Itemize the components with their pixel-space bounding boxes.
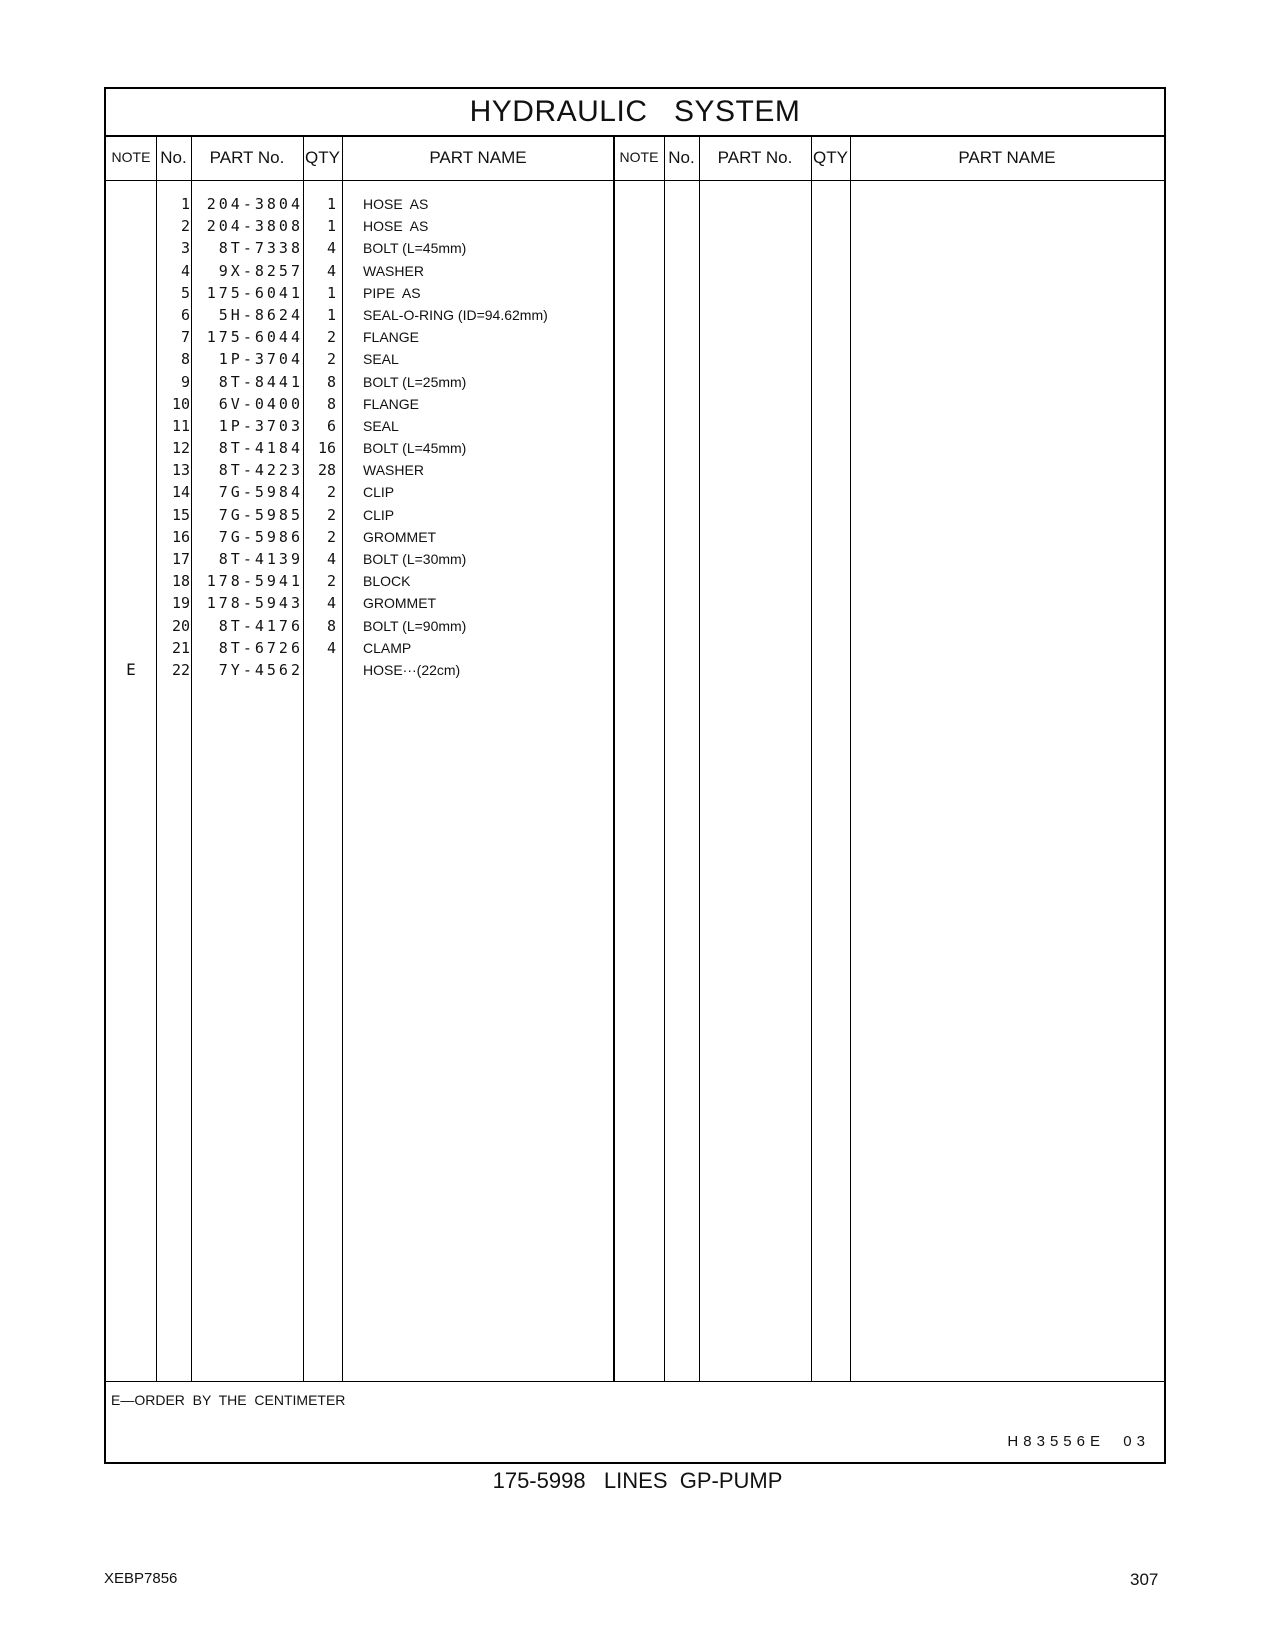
row-part-name: WASHER	[363, 262, 424, 279]
table-row	[106, 459, 1164, 481]
row-quantity: 8	[326, 616, 336, 635]
row-part-number: 5H-8624	[218, 305, 303, 324]
row-part-name: FLANGE	[363, 329, 420, 346]
row-quantity: 4	[326, 550, 336, 568]
header-note-right: NOTE	[619, 149, 659, 165]
row-part-number: 8T-7338	[218, 239, 303, 258]
table-row	[106, 215, 1164, 237]
row-number: 15	[171, 505, 190, 524]
row-part-number: 8T-4139	[218, 550, 303, 568]
row-part-number: 175-6041	[206, 283, 303, 302]
row-part-number: 7G-5984	[218, 483, 303, 502]
row-number: 22	[171, 660, 190, 679]
row-part-name: HOSE···(22cm)	[363, 661, 461, 678]
row-part-name: SEAL	[363, 417, 399, 434]
row-number: 9	[180, 372, 190, 391]
row-number: 2	[180, 217, 190, 236]
row-quantity: 8	[326, 394, 336, 413]
row-quantity: 4	[326, 638, 336, 657]
row-number: 11	[171, 416, 190, 435]
row-number: 12	[171, 439, 190, 458]
row-quantity: 4	[326, 239, 336, 258]
row-part-name: SEAL	[363, 351, 399, 368]
row-part-name: BOLT (L=45mm)	[363, 240, 467, 257]
table-row	[106, 193, 1164, 215]
row-part-name: BOLT (L=45mm)	[363, 440, 467, 457]
header-qty-left: QTY	[305, 148, 340, 167]
row-quantity: 4	[326, 261, 336, 280]
row-quantity: 2	[326, 572, 336, 591]
table-row	[106, 548, 1164, 570]
row-number: 17	[171, 550, 190, 568]
parts-list-frame	[104, 87, 1166, 1464]
parts-table-body	[106, 193, 1164, 681]
footer-divider	[106, 1381, 1164, 1382]
row-part-number: 7Y-4562	[218, 660, 303, 679]
table-row	[106, 481, 1164, 503]
row-number: 18	[171, 572, 190, 591]
row-part-number: 7G-5985	[218, 505, 303, 524]
row-number: 21	[171, 638, 190, 657]
table-row	[106, 637, 1164, 659]
row-number: 16	[171, 527, 190, 546]
row-part-name: BOLT (L=25mm)	[363, 373, 467, 390]
row-part-name: CLIP	[363, 506, 395, 523]
row-number: 19	[171, 594, 190, 613]
row-part-name: HOSE AS	[363, 218, 429, 235]
header-part-name-left: PART NAME	[429, 148, 527, 167]
row-part-number: 6V-0400	[218, 394, 303, 413]
row-number: 20	[171, 616, 190, 635]
row-quantity: 8	[326, 372, 336, 391]
row-note: E	[126, 659, 136, 679]
row-part-name: PIPE AS	[363, 284, 421, 301]
header-part-name-right: PART NAME	[958, 148, 1056, 167]
row-part-name: WASHER	[363, 462, 424, 479]
row-quantity: 1	[326, 217, 336, 236]
row-part-name: SEAL-O-RING (ID=94.62mm)	[363, 306, 548, 323]
row-quantity: 2	[326, 527, 336, 546]
illustration-code: H83556E 03	[1007, 1433, 1150, 1450]
row-quantity: 4	[326, 594, 336, 613]
row-part-name: GROMMET	[363, 528, 437, 545]
group-caption: 175-5998 LINES GP-PUMP	[492, 1468, 783, 1493]
row-part-number: 8T-4176	[218, 616, 303, 635]
table-row	[106, 260, 1164, 282]
row-number: 10	[171, 394, 190, 413]
row-quantity: 1	[326, 305, 336, 324]
table-row	[106, 326, 1164, 348]
row-part-number: 204-3804	[206, 195, 303, 213]
row-number: 7	[180, 328, 190, 347]
row-part-number: 175-6044	[206, 328, 303, 347]
header-part-no-right: PART No.	[717, 148, 793, 167]
table-row	[106, 282, 1164, 304]
row-number: 1	[180, 195, 190, 213]
row-part-name: BLOCK	[363, 573, 411, 590]
table-row	[106, 393, 1164, 415]
row-part-number: 8T-8441	[218, 372, 303, 391]
row-part-name: FLANGE	[363, 395, 420, 412]
row-number: 13	[171, 461, 190, 480]
row-number: 5	[180, 283, 190, 302]
row-part-number: 8T-4184	[218, 439, 303, 458]
footnote: E—ORDER BY THE CENTIMETER	[111, 1392, 346, 1408]
document-id: XEBP7856	[104, 1570, 178, 1587]
table-header	[106, 135, 1164, 181]
table-row	[106, 592, 1164, 614]
header-qty-right: QTY	[813, 148, 848, 167]
table-row	[106, 415, 1164, 437]
table-row	[106, 526, 1164, 548]
row-part-name: BOLT (L=90mm)	[363, 617, 467, 634]
row-quantity: 28	[317, 461, 336, 480]
row-part-name: GROMMET	[363, 595, 437, 612]
table-row	[106, 437, 1164, 459]
row-part-number: 178-5941	[206, 572, 303, 591]
row-quantity: 16	[317, 439, 336, 458]
row-part-number: 9X-8257	[218, 261, 303, 280]
row-part-name: CLAMP	[363, 639, 412, 656]
row-part-name: CLIP	[363, 484, 395, 501]
table-row	[106, 570, 1164, 592]
table-row	[106, 237, 1164, 259]
row-part-number: 7G-5986	[218, 527, 303, 546]
table-row	[106, 304, 1164, 326]
table-row	[106, 659, 1164, 681]
row-quantity: 2	[326, 505, 336, 524]
row-quantity: 2	[326, 483, 336, 502]
row-quantity: 1	[326, 283, 336, 302]
row-part-number: 204-3808	[206, 217, 303, 236]
table-row	[106, 348, 1164, 370]
table-row	[106, 504, 1164, 526]
row-part-number: 1P-3704	[218, 350, 303, 369]
header-part-no-left: PART No.	[209, 148, 285, 167]
header-no-left: No.	[160, 148, 187, 167]
row-number: 8	[180, 350, 190, 369]
row-number: 14	[171, 483, 190, 502]
row-quantity: 1	[326, 195, 336, 213]
row-part-number: 8T-4223	[218, 461, 303, 480]
row-part-number: 8T-6726	[218, 638, 303, 657]
section-title: HYDRAULIC SYSTEM	[106, 89, 1164, 137]
row-quantity: 2	[326, 350, 336, 369]
row-quantity: 6	[326, 416, 336, 435]
row-part-name: BOLT (L=30mm)	[363, 551, 467, 567]
table-row	[106, 615, 1164, 637]
header-note-left: NOTE	[111, 149, 151, 165]
row-number: 6	[180, 305, 190, 324]
row-part-name: HOSE AS	[363, 196, 429, 212]
row-quantity: 2	[326, 328, 336, 347]
row-number: 4	[180, 261, 190, 280]
row-part-number: 1P-3703	[218, 416, 303, 435]
page-number: 307	[1130, 1570, 1159, 1589]
row-number: 3	[180, 239, 190, 258]
row-part-number: 178-5943	[206, 594, 303, 613]
header-no-right: No.	[668, 148, 695, 167]
table-row	[106, 371, 1164, 393]
